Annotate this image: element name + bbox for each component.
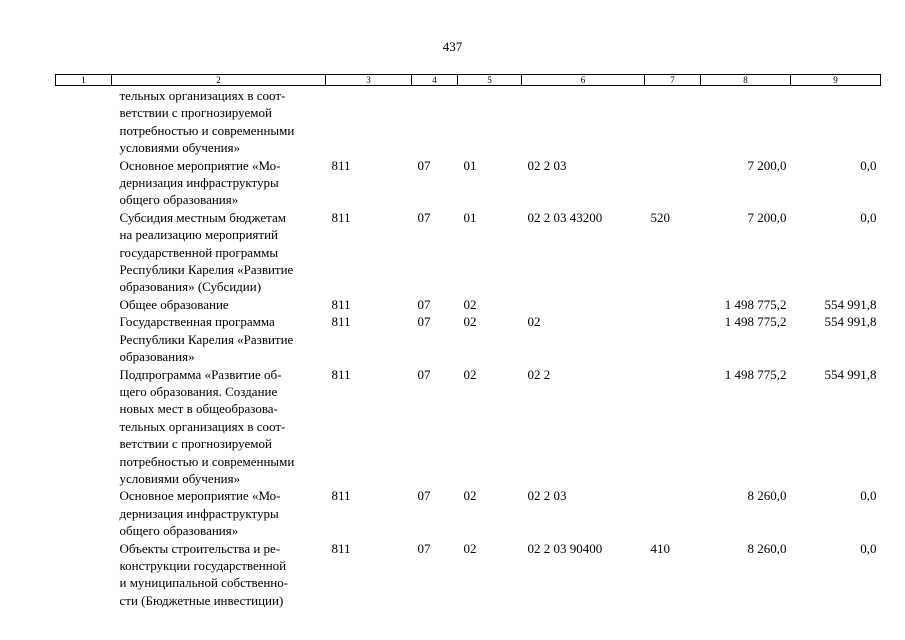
table-row [56, 86, 881, 157]
cell-ministry-code: 811 [331, 540, 351, 556]
item-name-line: Объекты строительства и ре- [119, 540, 281, 556]
cell-subsection-code: 01 [463, 157, 477, 173]
column-header-8: 8 [701, 75, 791, 86]
cell-item-name [112, 313, 326, 365]
cell-section-code: 07 [417, 488, 431, 504]
cell-row-number [56, 209, 112, 296]
cell-amount-total [701, 86, 791, 157]
item-name-line: образования» (Субсидии) [119, 279, 262, 295]
budget-table [55, 74, 881, 609]
item-name-line: и муниципальной собственно- [119, 575, 289, 591]
item-name-line: новых мест в общеобразова- [119, 401, 278, 417]
cell-target-article-code: 02 2 03 [527, 488, 567, 504]
cell-item-name [112, 540, 326, 610]
column-header-9: 9 [791, 75, 881, 86]
item-name-line: потребностью и современными [119, 122, 295, 138]
cell-expense-type-code [645, 296, 701, 313]
cell-row-number [56, 313, 112, 365]
cell-amount-subvention: 0,0 [860, 157, 877, 173]
item-name-line: дернизация инфраструктуры [119, 505, 279, 521]
cell-expense-type-code [645, 366, 701, 488]
cell-section-code: 07 [417, 540, 431, 556]
column-header-6: 6 [522, 75, 645, 86]
column-number-header-row [56, 75, 881, 86]
cell-item-name [112, 209, 326, 296]
item-name-line: щего образования. Создание [119, 383, 278, 399]
cell-item-name [112, 487, 326, 539]
cell-ministry-code [326, 86, 412, 157]
cell-ministry-code: 811 [331, 296, 351, 312]
table-row [56, 487, 881, 539]
cell-amount-total: 7 200,0 [747, 209, 787, 225]
item-name-line: на реализацию мероприятий [119, 227, 279, 243]
cell-row-number [56, 296, 112, 313]
table-row [56, 366, 881, 488]
item-name-line: тельных организациях в соот- [119, 88, 286, 103]
item-name-line: дернизация инфраструктуры [119, 175, 279, 191]
cell-target-article-code [522, 296, 645, 313]
cell-amount-total: 1 498 775,2 [724, 366, 787, 382]
table-row [56, 313, 881, 365]
table-row [56, 157, 881, 209]
cell-ministry-code: 811 [331, 488, 351, 504]
cell-subsection-code: 01 [463, 209, 477, 225]
cell-expense-type-code [645, 86, 701, 157]
cell-amount-total: 7 200,0 [747, 157, 787, 173]
cell-item-name [112, 296, 326, 313]
cell-row-number [56, 157, 112, 209]
cell-expense-type-code [645, 313, 701, 365]
cell-expense-type-code [645, 487, 701, 539]
cell-amount-subvention: 554 991,8 [824, 296, 877, 312]
item-name-line: Республики Карелия «Развитие [119, 262, 294, 278]
cell-row-number [56, 487, 112, 539]
column-header-1: 1 [56, 75, 112, 86]
cell-section-code: 07 [417, 209, 431, 225]
cell-expense-type-code [645, 157, 701, 209]
cell-amount-total: 1 498 775,2 [724, 296, 787, 312]
item-name-line: ветствии с прогнозируемой [119, 436, 272, 452]
cell-row-number [56, 540, 112, 610]
cell-row-number [56, 366, 112, 488]
cell-section-code: 07 [417, 157, 431, 173]
cell-subsection-code: 02 [463, 314, 477, 330]
cell-amount-total: 1 498 775,2 [724, 314, 787, 330]
cell-amount-subvention: 0,0 [860, 540, 877, 556]
cell-target-article-code: 02 2 [527, 366, 551, 382]
cell-amount-subvention: 554 991,8 [824, 366, 877, 382]
item-name-line: Подпрограмма «Развитие об- [119, 366, 282, 382]
item-name-line: государственной программы [119, 244, 279, 260]
column-header-3: 3 [326, 75, 412, 86]
table-row [56, 540, 881, 610]
cell-target-article-code [522, 86, 645, 157]
cell-item-name [112, 366, 326, 488]
table-row [56, 209, 881, 296]
cell-section-code: 07 [417, 314, 431, 330]
column-header-2: 2 [112, 75, 326, 86]
column-header-5: 5 [458, 75, 522, 86]
cell-section-code: 07 [417, 366, 431, 382]
cell-target-article-code: 02 2 03 90400 [527, 540, 603, 556]
cell-target-article-code: 02 [527, 314, 541, 330]
item-name-line: Республики Карелия «Развитие [119, 331, 294, 347]
item-name-line: ветствии с прогнозируемой [119, 105, 272, 121]
cell-ministry-code: 811 [331, 157, 351, 173]
item-name-line: Государственная программа [119, 314, 275, 330]
cell-amount-subvention: 0,0 [860, 209, 877, 225]
cell-item-name [112, 86, 326, 157]
item-name-line: условиями обучения» [119, 140, 241, 156]
item-name-line: условиями обучения» [119, 470, 241, 486]
cell-section-code: 07 [417, 296, 431, 312]
item-name-line: сти (Бюджетные инвестиции) [119, 592, 284, 608]
item-name-line: потребностью и современными [119, 453, 295, 469]
item-name-line: конструкции государственной [119, 557, 287, 573]
cell-ministry-code: 811 [331, 209, 351, 225]
cell-amount-subvention [791, 86, 881, 157]
item-name-line: общего образования» [119, 523, 239, 539]
column-header-7: 7 [645, 75, 701, 86]
cell-amount-subvention: 554 991,8 [824, 314, 877, 330]
item-name-line: тельных организациях в соот- [119, 418, 286, 434]
column-header-4: 4 [412, 75, 458, 86]
page-number: 437 [442, 39, 463, 54]
table-body [56, 86, 881, 610]
cell-expense-type-code: 410 [650, 540, 670, 556]
item-name-line: общего образования» [119, 192, 239, 208]
cell-subsection-code: 02 [463, 540, 477, 556]
cell-subsection-code: 02 [463, 366, 477, 382]
item-name-line: Основное мероприятие «Мо- [119, 157, 281, 173]
cell-amount-subvention: 0,0 [860, 488, 877, 504]
item-name-line: образования» [119, 349, 195, 365]
cell-row-number [56, 86, 112, 157]
cell-target-article-code: 02 2 03 43200 [527, 209, 603, 225]
table-row [56, 296, 881, 313]
cell-subsection-code: 02 [463, 488, 477, 504]
cell-amount-total: 8 260,0 [747, 540, 787, 556]
cell-subsection-code [458, 86, 522, 157]
cell-target-article-code: 02 2 03 [527, 157, 567, 173]
item-name-line: Субсидия местным бюджетам [119, 209, 286, 225]
item-name-line: Общее образование [119, 296, 229, 312]
cell-ministry-code: 811 [331, 314, 351, 330]
cell-subsection-code: 02 [463, 296, 477, 312]
cell-section-code [412, 86, 458, 157]
item-name-line: Основное мероприятие «Мо- [119, 488, 281, 504]
cell-amount-total: 8 260,0 [747, 488, 787, 504]
cell-expense-type-code: 520 [650, 209, 670, 225]
cell-item-name [112, 157, 326, 209]
cell-ministry-code: 811 [331, 366, 351, 382]
